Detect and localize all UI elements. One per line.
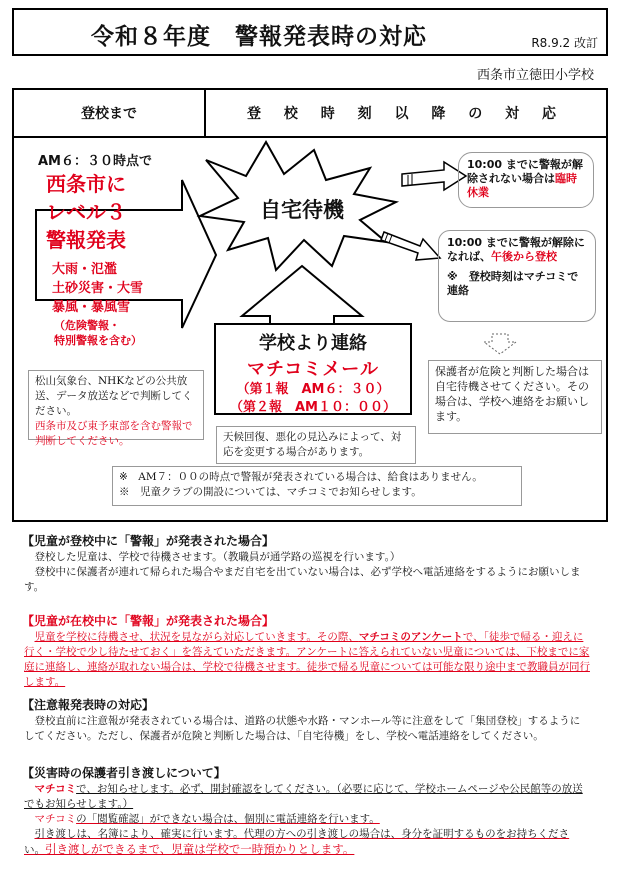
commuting-para-2: 登校中に保護者が連れて帰られた場合やまだ自宅を出ていない場合は、必ず学校へ電話連絡をするようにお願いします。	[24, 566, 581, 593]
warning-types	[52, 260, 143, 317]
column-header-after-school: 登 校 時 刻 以 降 の 対 応	[206, 90, 606, 138]
section-advisory-body: 登校直前に注意報が発表されている場合は、道路の状態や水路・マンホール等に注意をして「集団登校」するようにしてください。ただし、保護者が危険と判断した場合は、「自宅待機」をし、学校へ電話連絡をしてください。	[24, 715, 581, 742]
incl-line-1: （危険警報・	[54, 319, 120, 332]
footnote-lunch: ※ AM７：００の時点で警報が発表されている場合は、給食はありません。	[119, 471, 483, 483]
page-title: 令和８年度 警報発表時の対応	[91, 24, 427, 50]
afternoon-callout	[438, 230, 596, 322]
afternoon-red: 午後から登校	[491, 250, 557, 263]
revision-date: R8.9.2 改訂	[531, 36, 598, 50]
school-name: 西条市立徳田小学校	[476, 68, 594, 83]
warning-level-text	[46, 170, 126, 254]
contact-second-report: （第２報 AM１０：００）	[230, 400, 396, 415]
handover-text-2: の「閲覧確認」ができない場合は、個別に電話連絡を行います。	[76, 813, 380, 825]
column-header-before-school: 登校まで	[14, 90, 206, 138]
warning-type-3: 暴風・暴風雪	[52, 300, 131, 315]
response-chart	[12, 88, 608, 522]
contact-method: マチコミメール	[247, 359, 379, 380]
afternoon-note: ※ 登校時刻はマチコミで連絡	[447, 270, 579, 297]
contact-title: 学校より連絡	[259, 333, 367, 354]
section-heading-advisory: 【注意報発表時の対応】	[22, 698, 155, 712]
school-contact-box	[214, 323, 412, 415]
closure-text: 10:00 までに警報が解除されない場合は	[467, 158, 583, 185]
title-box	[12, 8, 608, 56]
warning-line-3: 警報発表	[46, 228, 126, 252]
contact-first-report: （第１報 AM６：３０）	[236, 382, 390, 397]
footnote-box	[112, 466, 522, 506]
incl-line-2: 特別警報を含む）	[54, 334, 142, 347]
center-note-box	[216, 426, 416, 464]
section-handover-body	[24, 782, 590, 858]
left-note-text: 松山気象台、NHKなどの公共放送、データ放送などで判断してください。	[35, 375, 193, 417]
section-heading-handover: 【災害時の保護者引き渡しについて】	[22, 766, 226, 780]
handover-custody-note: 引き渡しができるまで、児童は学校で一時預かりとします。	[45, 842, 355, 856]
arrow-to-afternoon	[381, 232, 440, 260]
section-heading-at-school: 【児童が在校中に「警報」が発表された場合】	[22, 614, 275, 628]
handover-machicomi-2: マチコミ	[34, 813, 77, 825]
section-heading-commuting: 【児童が登校中に「警報」が発表された場合】	[22, 534, 275, 548]
afternoon-text: 10:00 までに警報が解除になれば、	[447, 236, 585, 263]
center-note-text: 天候回復、悪化の見込みによって、対応を変更する場合があります。	[223, 431, 402, 458]
handover-para-3	[24, 827, 590, 858]
parent-judgment-text: 保護者が危険と判断した場合は自宅待機させてください。その場合は、学校へ連絡をお願いします。	[435, 365, 589, 423]
at-school-text-a: 児童を学校に待機させ、状況を見ながら対応していきます。その際、	[34, 631, 359, 643]
left-note-red: 西条市及び東予東部を含む警報で判断してください。	[35, 420, 193, 447]
handover-text-1: で、お知らせします。必ず、開封確認をしてください。（必要に応じて、学校ホームページや公民館等の放送でもお知らせします。）	[24, 783, 583, 810]
handover-para-1	[24, 782, 590, 812]
stay-home-label: 自宅待機	[260, 198, 344, 222]
footnote-childclub: ※ 児童クラブの開設については、マチコミでお知らせします。	[119, 486, 422, 498]
dashed-down-arrow	[484, 334, 516, 354]
closure-red: 臨時休業	[467, 172, 577, 199]
closure-callout	[458, 152, 594, 208]
warning-type-1: 大雨・氾濫	[52, 262, 118, 277]
time-label: AM６：３０時点で	[38, 154, 152, 169]
handover-para-2	[24, 812, 590, 827]
commuting-para-1: 登校した児童は、学校で待機させます。（教職員が通学路の巡視を行います。）	[34, 551, 401, 563]
at-school-text-c: で、「徒歩で帰る・迎えに行く・学校で少し待たせておく」を答えていただきます。アンケートに答えられていない児童については、下校までに家庭に連絡し、連絡が取れない場合は、学校で待機させます。徒歩で帰る児童については可能な限り途中まで教職員が同行します。	[24, 631, 590, 688]
section-at-school-body	[24, 630, 590, 690]
at-school-survey: マチコミのアンケート	[358, 631, 463, 643]
includes-special-warnings	[54, 318, 142, 348]
handover-machicomi-1: マチコミ	[34, 783, 77, 795]
parent-judgment-box	[428, 360, 602, 434]
left-note-box	[28, 370, 204, 447]
section-commuting-body	[24, 550, 590, 595]
warning-type-2: 土砂災害・大雪	[52, 281, 144, 296]
handover-text-3: 引き渡しは、名簿により、確実に行います。代理の方への引き渡しの場合は、身分を証明するものをお持ちください。	[24, 828, 570, 856]
warning-line-1: 西条市に	[46, 172, 126, 196]
up-arrow	[242, 266, 362, 324]
warning-line-2: レベル３	[46, 200, 126, 224]
